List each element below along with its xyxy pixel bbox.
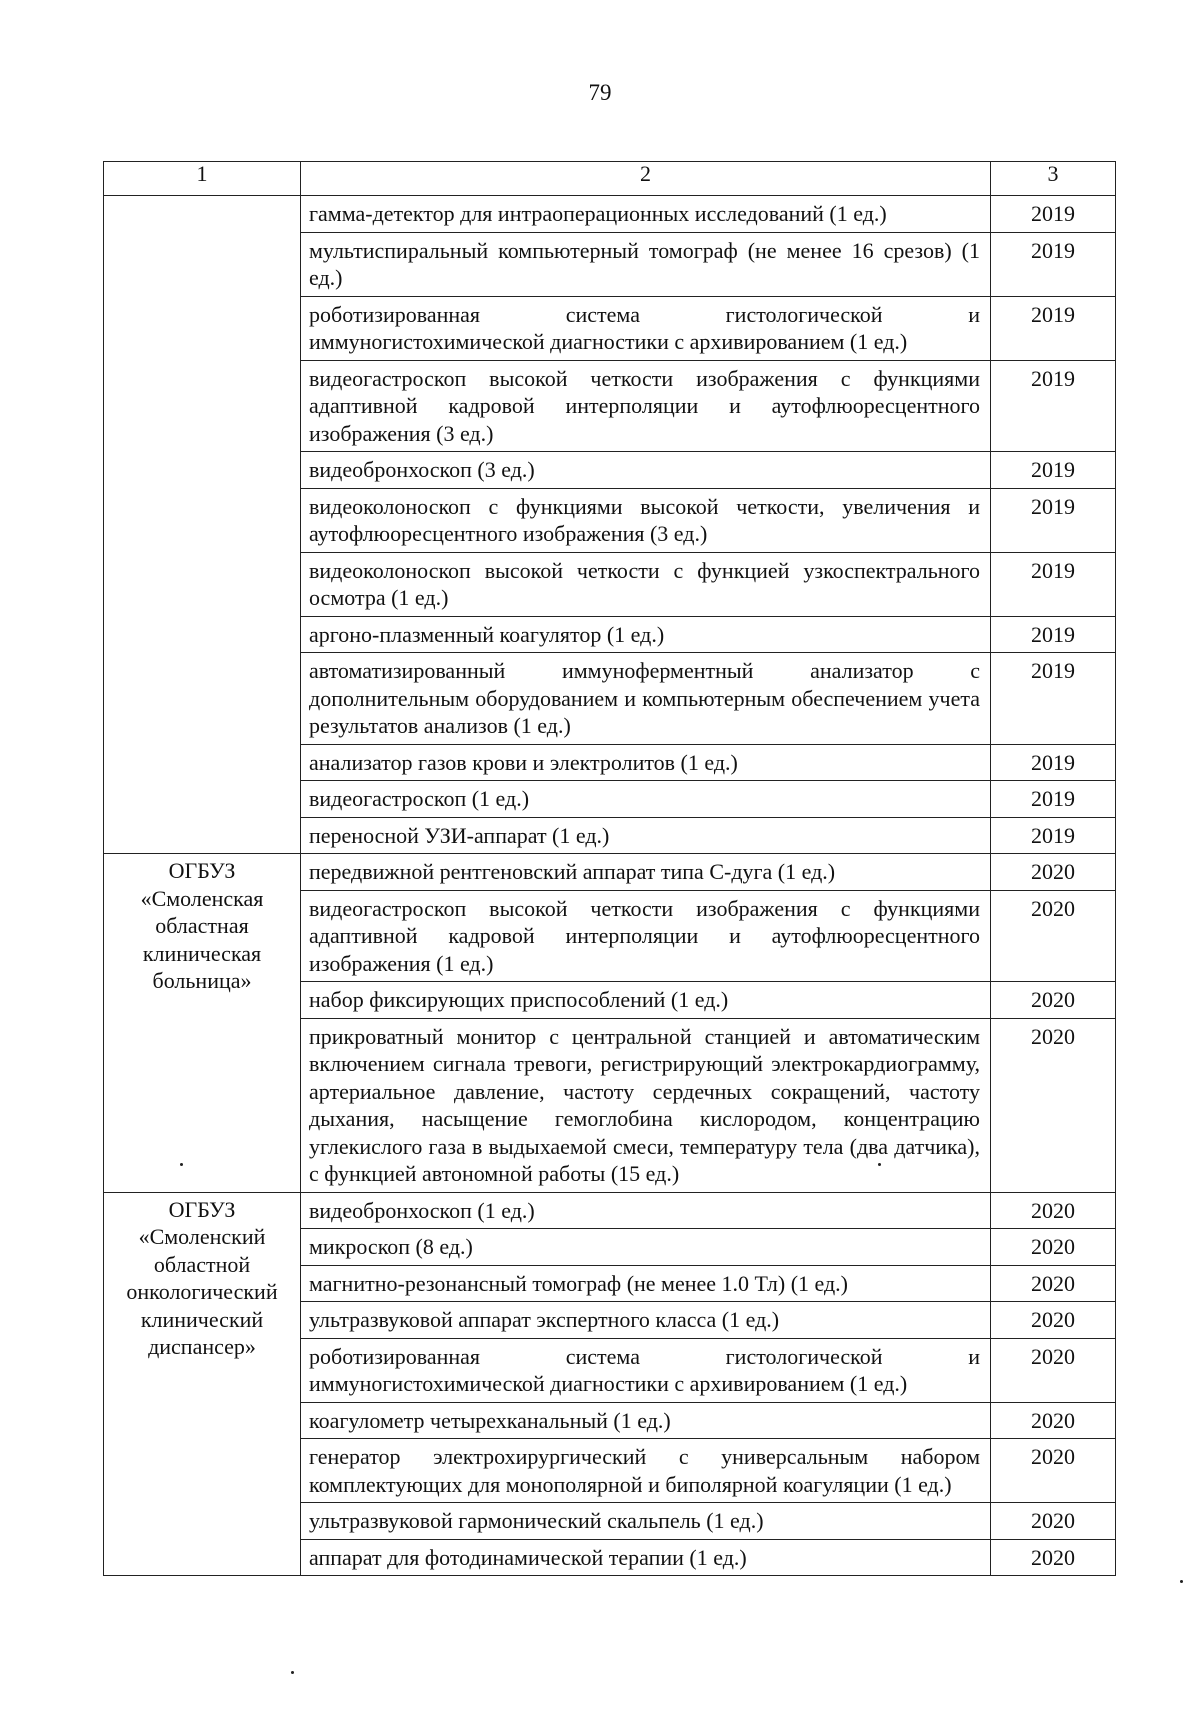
equipment-cell: роботизированная система гистологической и иммуногистохимической диагностики с архивированием (1 ед.) — [301, 296, 991, 360]
scan-speck — [291, 1671, 294, 1674]
equipment-cell: коагулометр четырехканальный (1 ед.) — [301, 1402, 991, 1439]
equipment-cell: аргоно-плазменный коагулятор (1 ед.) — [301, 616, 991, 653]
year-cell: 2020 — [991, 1192, 1116, 1229]
equipment-cell: передвижной рентгеновский аппарат типа С-дуга (1 ед.) — [301, 854, 991, 891]
scan-speck — [1180, 1580, 1183, 1583]
year-cell: 2020 — [991, 1338, 1116, 1402]
equipment-cell: аппарат для фотодинамической терапии (1 ед.) — [301, 1539, 991, 1576]
column-header-1: 1 — [104, 162, 301, 196]
year-cell: 2020 — [991, 1539, 1116, 1576]
year-cell: 2020 — [991, 1229, 1116, 1266]
equipment-cell: видеогастроскоп (1 ед.) — [301, 781, 991, 818]
table-row — [104, 1192, 1116, 1229]
equipment-cell: набор фиксирующих приспособлений (1 ед.) — [301, 982, 991, 1019]
year-cell: 2020 — [991, 1439, 1116, 1503]
column-header-3: 3 — [991, 162, 1116, 196]
scan-speck — [180, 1163, 183, 1166]
equipment-cell: микроскоп (8 ед.) — [301, 1229, 991, 1266]
equipment-cell: видеоколоноскоп высокой четкости с функцией узкоспектрального осмотра (1 ед.) — [301, 552, 991, 616]
year-cell: 2020 — [991, 1265, 1116, 1302]
year-cell: 2019 — [991, 744, 1116, 781]
year-cell: 2019 — [991, 360, 1116, 452]
year-cell: 2020 — [991, 1302, 1116, 1339]
year-cell: 2019 — [991, 552, 1116, 616]
year-cell: 2020 — [991, 1503, 1116, 1540]
year-cell: 2019 — [991, 488, 1116, 552]
year-cell: 2019 — [991, 452, 1116, 489]
table-row — [104, 854, 1116, 891]
year-cell: 2019 — [991, 296, 1116, 360]
equipment-cell: генератор электрохирургический с универсальным набором комплектующих для монополярной и биполярной коагуляции (1 ед.) — [301, 1439, 991, 1503]
year-cell: 2019 — [991, 232, 1116, 296]
equipment-table — [103, 161, 1116, 1576]
equipment-cell: автоматизированный иммуноферментный анализатор с дополнительным оборудованием и компьютерным обеспечением учета результатов анализов (1 ед.) — [301, 653, 991, 745]
year-cell: 2019 — [991, 817, 1116, 854]
equipment-cell: видеобронхоскоп (3 ед.) — [301, 452, 991, 489]
equipment-cell: видеобронхоскоп (1 ед.) — [301, 1192, 991, 1229]
equipment-cell: роботизированная система гистологической и иммуногистохимической диагностики с архивированием (1 ед.) — [301, 1338, 991, 1402]
organization-cell: ОГБУЗ «Смоленская областная клиническая больница» — [104, 854, 301, 1193]
equipment-cell: мультиспиральный компьютерный томограф (не менее 16 срезов) (1 ед.) — [301, 232, 991, 296]
equipment-cell: видеогастроскоп высокой четкости изображения с функциями адаптивной кадровой интерполяции и аутофлюоресцентного изображения (1 ед.) — [301, 890, 991, 982]
table-row — [104, 196, 1116, 233]
year-cell: 2019 — [991, 653, 1116, 745]
year-cell: 2020 — [991, 1018, 1116, 1192]
equipment-cell: видеогастроскоп высокой четкости изображения с функциями адаптивной кадровой интерполяции и аутофлюоресцентного изображения (3 ед.) — [301, 360, 991, 452]
year-cell: 2019 — [991, 616, 1116, 653]
page-number: 79 — [588, 80, 612, 105]
year-cell: 2020 — [991, 890, 1116, 982]
year-cell: 2020 — [991, 854, 1116, 891]
equipment-cell: прикроватный монитор с центральной станцией и автоматическим включением сигнала тревоги, регистрирующий электрокардиограмму, артериальное давление, частоту сердечных сокращений, частоту дыхания, насыщение гемоглобина кислородом, концентрацию углекислого газа в выдыхаемой смеси, температуру тела (два датчика), с функцией автономной работы (15 ед.) — [301, 1018, 991, 1192]
equipment-cell: видеоколоноскоп с функциями высокой четкости, увеличения и аутофлюоресцентного изображения (3 ед.) — [301, 488, 991, 552]
year-cell: 2019 — [991, 196, 1116, 233]
equipment-cell: магнитно-резонансный томограф (не менее 1.0 Тл) (1 ед.) — [301, 1265, 991, 1302]
year-cell: 2020 — [991, 982, 1116, 1019]
equipment-cell: анализатор газов крови и электролитов (1 ед.) — [301, 744, 991, 781]
column-header-2: 2 — [301, 162, 991, 196]
equipment-cell: переносной УЗИ-аппарат (1 ед.) — [301, 817, 991, 854]
equipment-cell: гамма-детектор для интраоперационных исследований (1 ед.) — [301, 196, 991, 233]
equipment-cell: ультразвуковой аппарат экспертного класса (1 ед.) — [301, 1302, 991, 1339]
equipment-cell: ультразвуковой гармонический скальпель (1 ед.) — [301, 1503, 991, 1540]
year-cell: 2019 — [991, 781, 1116, 818]
scan-speck — [878, 1163, 881, 1166]
organization-cell — [104, 196, 301, 854]
table-header-row — [104, 162, 1116, 196]
year-cell: 2020 — [991, 1402, 1116, 1439]
organization-cell: ОГБУЗ «Смоленский областной онкологический клинический диспансер» — [104, 1192, 301, 1576]
